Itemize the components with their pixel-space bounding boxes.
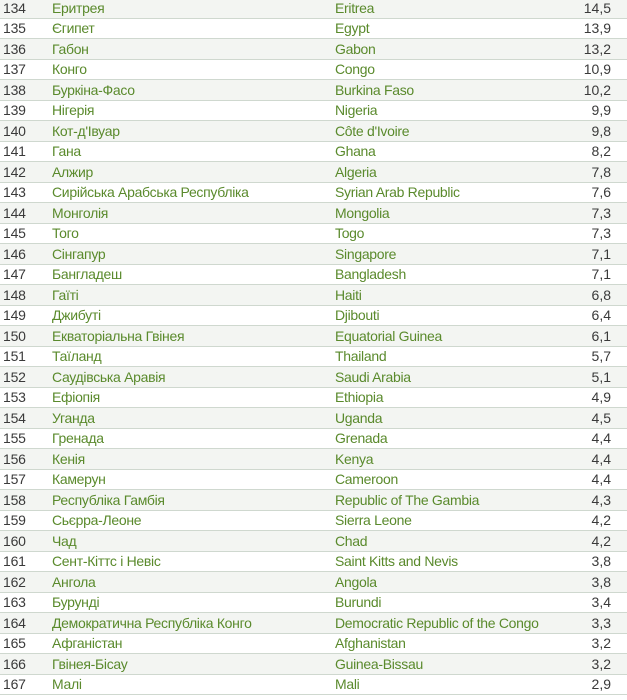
rank-cell: 137 <box>3 61 26 78</box>
rank-cell: 149 <box>3 307 26 324</box>
value-cell: 13,9 <box>583 20 611 37</box>
rank-cell: 135 <box>3 20 26 37</box>
value-cell: 4,2 <box>591 532 611 549</box>
rank-cell: 160 <box>3 532 26 549</box>
country-name-ua-cell: Ефіопія <box>52 389 100 406</box>
country-name-ua-cell: Бангладеш <box>52 266 122 283</box>
country-name-ua-cell: Гаїті <box>52 286 79 303</box>
rank-cell: 165 <box>3 635 26 652</box>
value-cell: 9,9 <box>591 102 611 119</box>
country-name-ua-cell: Сент-Кіттс і Невіс <box>52 553 161 570</box>
table-row <box>0 675 627 696</box>
value-cell: 5,1 <box>591 368 611 385</box>
table-row <box>0 265 627 286</box>
rank-cell: 145 <box>3 225 26 242</box>
country-name-ua-cell: Нігерія <box>52 102 95 119</box>
rank-cell: 166 <box>3 655 26 672</box>
country-name-en-cell: Uganda <box>335 409 383 426</box>
country-name-en-cell: Sierra Leone <box>335 512 412 529</box>
rank-cell: 154 <box>3 409 26 426</box>
country-name-en-cell: Equatorial Guinea <box>335 327 442 344</box>
value-cell: 7,1 <box>591 266 611 283</box>
rank-cell: 147 <box>3 266 26 283</box>
table-row <box>0 60 627 81</box>
country-name-ua-cell: Республіка Гамбія <box>52 491 165 508</box>
table-row <box>0 593 627 614</box>
country-name-ua-cell: Монголія <box>52 204 109 221</box>
country-name-ua-cell: Чад <box>52 532 77 549</box>
country-name-ua-cell: Гренада <box>52 430 104 447</box>
table-row <box>0 572 627 593</box>
country-name-en-cell: Afghanistan <box>335 635 406 652</box>
value-cell: 4,4 <box>591 430 611 447</box>
table-row <box>0 19 627 40</box>
table-row <box>0 531 627 552</box>
table-row <box>0 654 627 675</box>
table-row <box>0 347 627 368</box>
value-cell: 3,4 <box>591 594 611 611</box>
country-name-ua-cell: Гана <box>52 143 81 160</box>
country-name-ua-cell: Сирійська Арабська Республіка <box>52 184 249 201</box>
country-name-en-cell: Togo <box>335 225 365 242</box>
country-name-en-cell: Cameroon <box>335 471 398 488</box>
country-name-ua-cell: Екваторіальна Гвінея <box>52 327 185 344</box>
country-name-en-cell: Saint Kitts and Nevis <box>335 553 458 570</box>
country-name-en-cell: Ghana <box>335 143 376 160</box>
country-name-en-cell: Egypt <box>335 20 370 37</box>
country-name-ua-cell: Алжир <box>52 163 93 180</box>
rank-cell: 140 <box>3 122 26 139</box>
rank-cell: 134 <box>3 0 26 16</box>
table-row <box>0 367 627 388</box>
country-name-ua-cell: Демократична Республіка Конго <box>52 614 252 631</box>
country-name-en-cell: Kenya <box>335 450 374 467</box>
country-name-en-cell: Thailand <box>335 348 387 365</box>
table-row <box>0 449 627 470</box>
value-cell: 2,9 <box>591 676 611 693</box>
rank-cell: 151 <box>3 348 26 365</box>
table-row <box>0 285 627 306</box>
value-cell: 3,2 <box>591 635 611 652</box>
country-name-ua-cell: Камерун <box>52 471 106 488</box>
table-row <box>0 306 627 327</box>
rank-cell: 163 <box>3 594 26 611</box>
rank-cell: 158 <box>3 491 26 508</box>
table-row <box>0 183 627 204</box>
table-row <box>0 490 627 511</box>
value-cell: 6,1 <box>591 327 611 344</box>
country-name-en-cell: Burundi <box>335 594 382 611</box>
value-cell: 7,3 <box>591 204 611 221</box>
country-name-en-cell: Mongolia <box>335 204 390 221</box>
country-name-ua-cell: Уганда <box>52 409 95 426</box>
value-cell: 3,2 <box>591 655 611 672</box>
country-name-ua-cell: Афганістан <box>52 635 123 652</box>
rank-cell: 164 <box>3 614 26 631</box>
country-name-en-cell: Nigeria <box>335 102 378 119</box>
country-name-en-cell: Angola <box>335 573 377 590</box>
value-cell: 7,3 <box>591 225 611 242</box>
value-cell: 3,8 <box>591 553 611 570</box>
country-name-ua-cell: Еритрея <box>52 0 105 16</box>
country-name-en-cell: Côte d'Ivoire <box>335 122 410 139</box>
rank-cell: 156 <box>3 450 26 467</box>
country-name-ua-cell: Бурунді <box>52 594 100 611</box>
country-name-en-cell: Algeria <box>335 163 377 180</box>
country-name-en-cell: Burkina Faso <box>335 81 414 98</box>
country-name-en-cell: Djibouti <box>335 307 380 324</box>
country-name-en-cell: Haiti <box>335 286 362 303</box>
table-row <box>0 552 627 573</box>
country-name-ua-cell: Сінгапур <box>52 245 106 262</box>
value-cell: 4,4 <box>591 471 611 488</box>
table-row <box>0 224 627 245</box>
value-cell: 9,8 <box>591 122 611 139</box>
value-cell: 4,4 <box>591 450 611 467</box>
table-row <box>0 101 627 122</box>
rank-cell: 143 <box>3 184 26 201</box>
table-row <box>0 408 627 429</box>
table-row <box>0 244 627 265</box>
country-name-ua-cell: Малі <box>52 676 82 693</box>
country-name-ua-cell: Кот-д'Івуар <box>52 122 120 139</box>
country-name-en-cell: Grenada <box>335 430 388 447</box>
value-cell: 5,7 <box>591 348 611 365</box>
rank-cell: 136 <box>3 40 26 57</box>
country-name-ua-cell: Сьєрра-Леоне <box>52 512 142 529</box>
table-row <box>0 142 627 163</box>
country-name-en-cell: Singapore <box>335 245 397 262</box>
country-name-ua-cell: Того <box>52 225 79 242</box>
value-cell: 4,3 <box>591 491 611 508</box>
rank-cell: 167 <box>3 676 26 693</box>
rank-cell: 146 <box>3 245 26 262</box>
country-name-en-cell: Democratic Republic of the Congo <box>335 614 539 631</box>
rank-cell: 153 <box>3 389 26 406</box>
country-name-en-cell: Saudi Arabia <box>335 368 411 385</box>
table-row <box>0 470 627 491</box>
table-row <box>0 326 627 347</box>
table-row <box>0 511 627 532</box>
value-cell: 7,6 <box>591 184 611 201</box>
country-name-en-cell: Ethiopia <box>335 389 384 406</box>
table-row <box>0 162 627 183</box>
value-cell: 3,8 <box>591 573 611 590</box>
country-name-en-cell: Congo <box>335 61 375 78</box>
table-row <box>0 634 627 655</box>
table-row <box>0 39 627 60</box>
table-row <box>0 0 627 19</box>
value-cell: 8,2 <box>591 143 611 160</box>
country-name-ua-cell: Джибуті <box>52 307 101 324</box>
rank-cell: 148 <box>3 286 26 303</box>
table-row <box>0 429 627 450</box>
table-row <box>0 203 627 224</box>
value-cell: 4,5 <box>591 409 611 426</box>
country-name-ua-cell: Таїланд <box>52 348 102 365</box>
rank-cell: 138 <box>3 81 26 98</box>
rank-cell: 150 <box>3 327 26 344</box>
country-name-en-cell: Chad <box>335 532 368 549</box>
rank-cell: 139 <box>3 102 26 119</box>
country-name-en-cell: Syrian Arab Republic <box>335 184 460 201</box>
rank-cell: 152 <box>3 368 26 385</box>
value-cell: 7,8 <box>591 163 611 180</box>
value-cell: 10,9 <box>583 61 611 78</box>
country-name-ua-cell: Кенія <box>52 450 85 467</box>
value-cell: 4,2 <box>591 512 611 529</box>
value-cell: 10,2 <box>583 81 611 98</box>
rank-cell: 155 <box>3 430 26 447</box>
country-name-ua-cell: Ангола <box>52 573 96 590</box>
value-cell: 4,9 <box>591 389 611 406</box>
country-name-ua-cell: Конго <box>52 61 87 78</box>
value-cell: 13,2 <box>583 40 611 57</box>
value-cell: 3,3 <box>591 614 611 631</box>
country-name-ua-cell: Габон <box>52 40 89 57</box>
country-name-en-cell: Mali <box>335 676 360 693</box>
country-name-en-cell: Republic of The Gambia <box>335 491 480 508</box>
value-cell: 14,5 <box>583 0 611 16</box>
rank-cell: 162 <box>3 573 26 590</box>
table-row <box>0 613 627 634</box>
value-cell: 7,1 <box>591 245 611 262</box>
table-row <box>0 121 627 142</box>
rank-cell: 144 <box>3 204 26 221</box>
country-name-ua-cell: Гвінея-Бісау <box>52 655 128 672</box>
table-row <box>0 80 627 101</box>
country-name-en-cell: Eritrea <box>335 0 375 16</box>
country-name-ua-cell: Єгипет <box>52 20 95 37</box>
table-row <box>0 388 627 409</box>
value-cell: 6,4 <box>591 307 611 324</box>
rank-cell: 159 <box>3 512 26 529</box>
rank-cell: 161 <box>3 553 26 570</box>
rank-cell: 142 <box>3 163 26 180</box>
country-name-ua-cell: Буркіна-Фасо <box>52 81 135 98</box>
country-name-en-cell: Guinea-Bissau <box>335 655 423 672</box>
rank-cell: 157 <box>3 471 26 488</box>
country-name-en-cell: Gabon <box>335 40 376 57</box>
value-cell: 6,8 <box>591 286 611 303</box>
country-name-en-cell: Bangladesh <box>335 266 406 283</box>
rank-cell: 141 <box>3 143 26 160</box>
country-name-ua-cell: Саудівська Аравія <box>52 368 166 385</box>
